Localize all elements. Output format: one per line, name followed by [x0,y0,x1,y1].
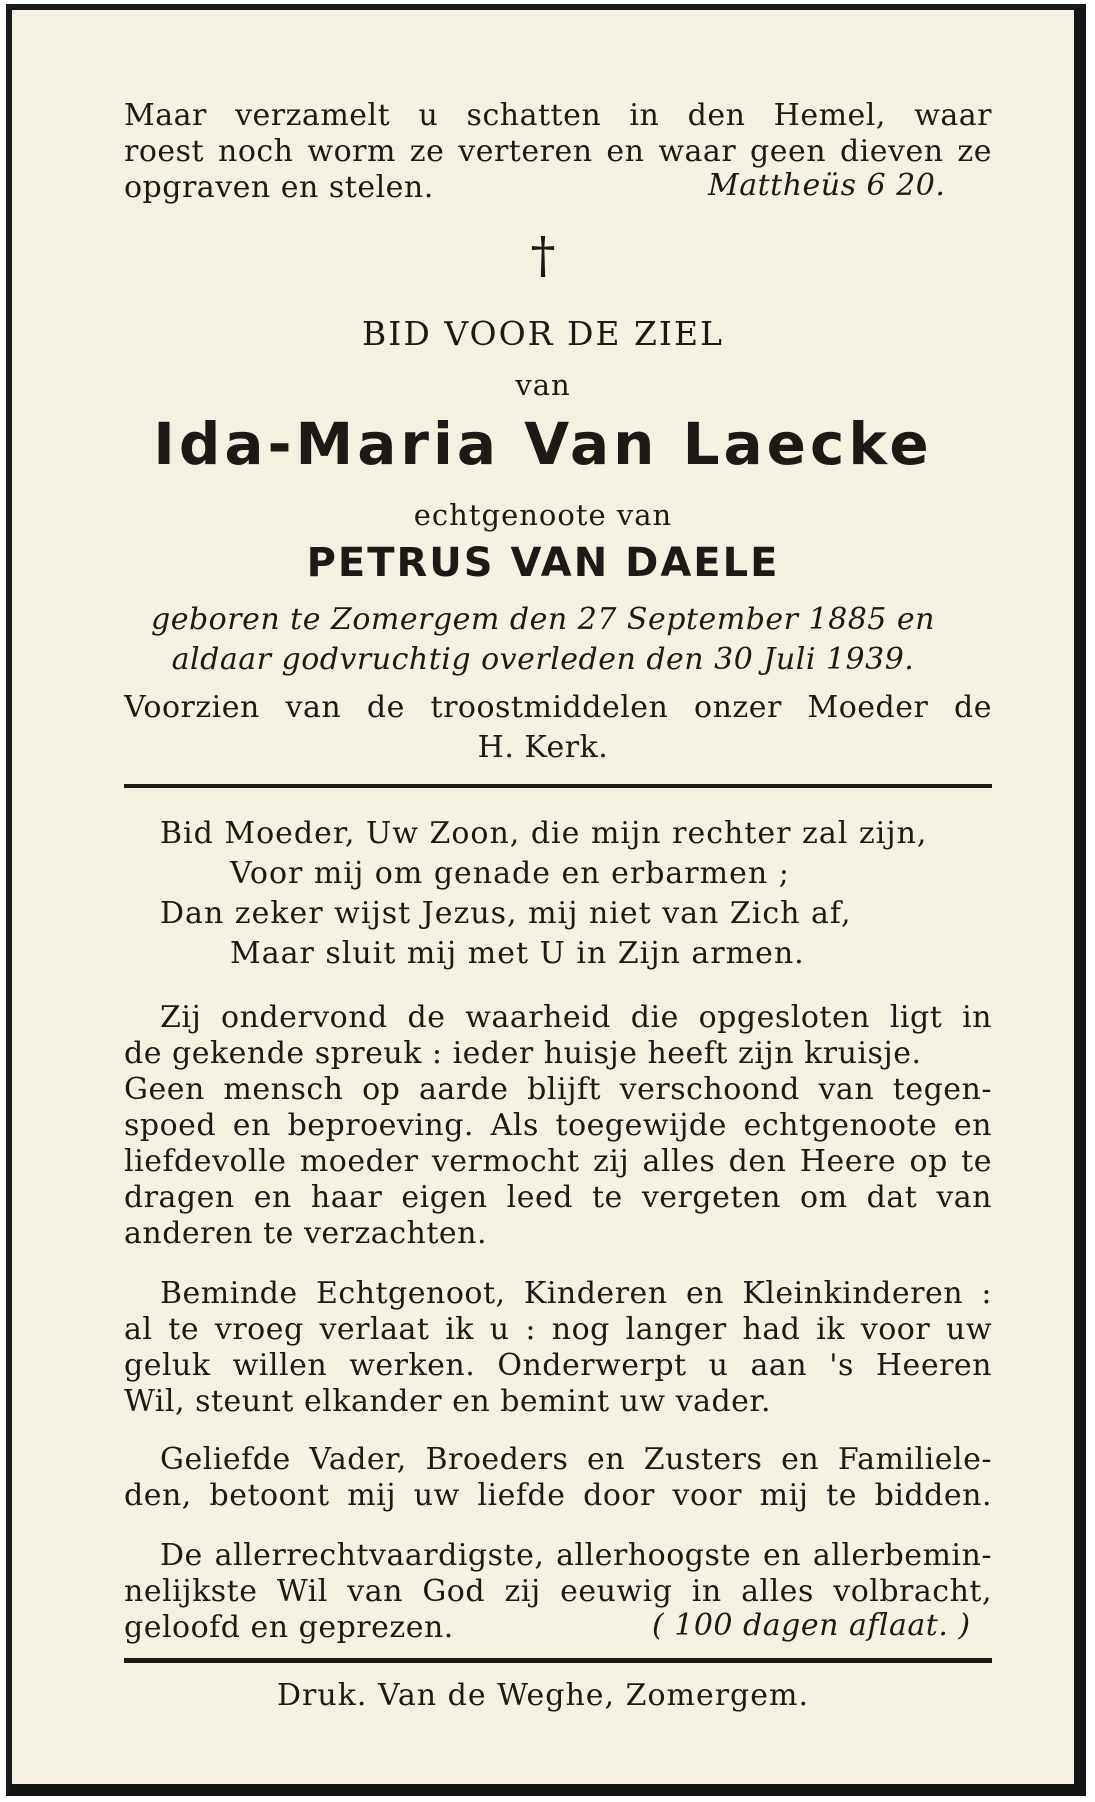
paragraph-3-line: Geliefde Vader, Broeders en Zusters en Familiele- [160,1442,992,1477]
epigraph-line-2 [124,134,992,169]
paragraph-3-line: den, betoont mij uw liefde door voor mij te bidden. [124,1478,992,1513]
deceased-name: Ida-Maria Van Laecke [153,410,933,478]
paragraph-4-line: De allerrechtvaardigste, allerhoogste en allerbemin- [160,1538,992,1573]
epigraph-line-3: opgraven en stelen. [124,170,434,205]
poem-line-2: Voor mij om genade en erbarmen ; [230,856,790,891]
paragraph-1-line: de gekende spreuk : ieder huisje heeft zijn kruisje. [124,1036,922,1071]
poem-line-1: Bid Moeder, Uw Zoon, die mijn rechter zal zijn, [160,816,928,851]
epigraph-line-1 [124,98,992,133]
paragraph-4-line: geloofd en geprezen. [124,1610,454,1645]
spouse-name: PETRUS VAN DAELE [306,540,780,586]
cross-icon: † [530,226,556,284]
prayer-heading: BID VOOR DE ZIEL [362,314,724,353]
printer-credit: Druk. Van de Weghe, Zomergem. [277,1678,809,1713]
indulgence-note: ( 100 dagen aflaat. ) [652,1608,971,1643]
paragraph-2-line: Wil, steunt elkander en bemint uw vader. [124,1384,772,1419]
sacraments-line-1 [124,690,992,725]
poem-line-4: Maar sluit mij met U in Zijn armen. [230,936,805,971]
epigraph-text: Maar verzamelt u schatten in den Hemel, waar [124,98,992,133]
paragraph-1-line: Zij ondervond de waarheid die opgesloten ligt in [160,1000,992,1035]
poem-line-3: Dan zeker wijst Jezus, mij niet van Zich af, [160,896,852,931]
paragraph-1-line: liefdevolle moeder vermocht zij alles den Heere op te [124,1144,992,1179]
sacraments-text: Voorzien van de troostmiddelen onzer Moeder de [124,690,992,725]
epigraph-reference: Mattheüs 6 20. [708,168,946,203]
birth-line: geboren te Zomergem den 27 September 1885 en [151,602,935,637]
paragraph-1-line: dragen en haar eigen leed te vergeten om dat van [124,1180,992,1215]
paragraph-1-line: spoed en beproeving. Als toegewijde echtgenoote en [124,1108,992,1143]
spouse-label: echtgenoote van [413,498,673,532]
paragraph-2-line: geluk willen werken. Onderwerpt u aan 's Heeren [124,1348,992,1383]
sacraments-line-2: H. Kerk. [477,730,609,765]
van-label: van [515,368,571,402]
paragraph-2-line: Beminde Echtgenoot, Kinderen en Kleinkinderen : [160,1276,992,1311]
paragraph-1-line: Geen mensch op aarde blijft verschoond van tegen- [124,1072,992,1107]
death-line: aldaar godvruchtig overleden den 30 Juli 1939. [171,642,915,677]
divider [124,784,992,788]
divider [124,1658,992,1663]
paragraph-1-line: anderen te verzachten. [124,1216,487,1251]
paragraph-4-line: nelijkste Wil van God zij eeuwig in alles volbracht, [124,1574,992,1609]
epigraph-text: roest noch worm ze verteren en waar geen dieven ze [124,134,992,169]
memorial-card [6,4,1086,1796]
paragraph-2-line: al te vroeg verlaat ik u : nog langer had ik voor uw [124,1312,992,1347]
